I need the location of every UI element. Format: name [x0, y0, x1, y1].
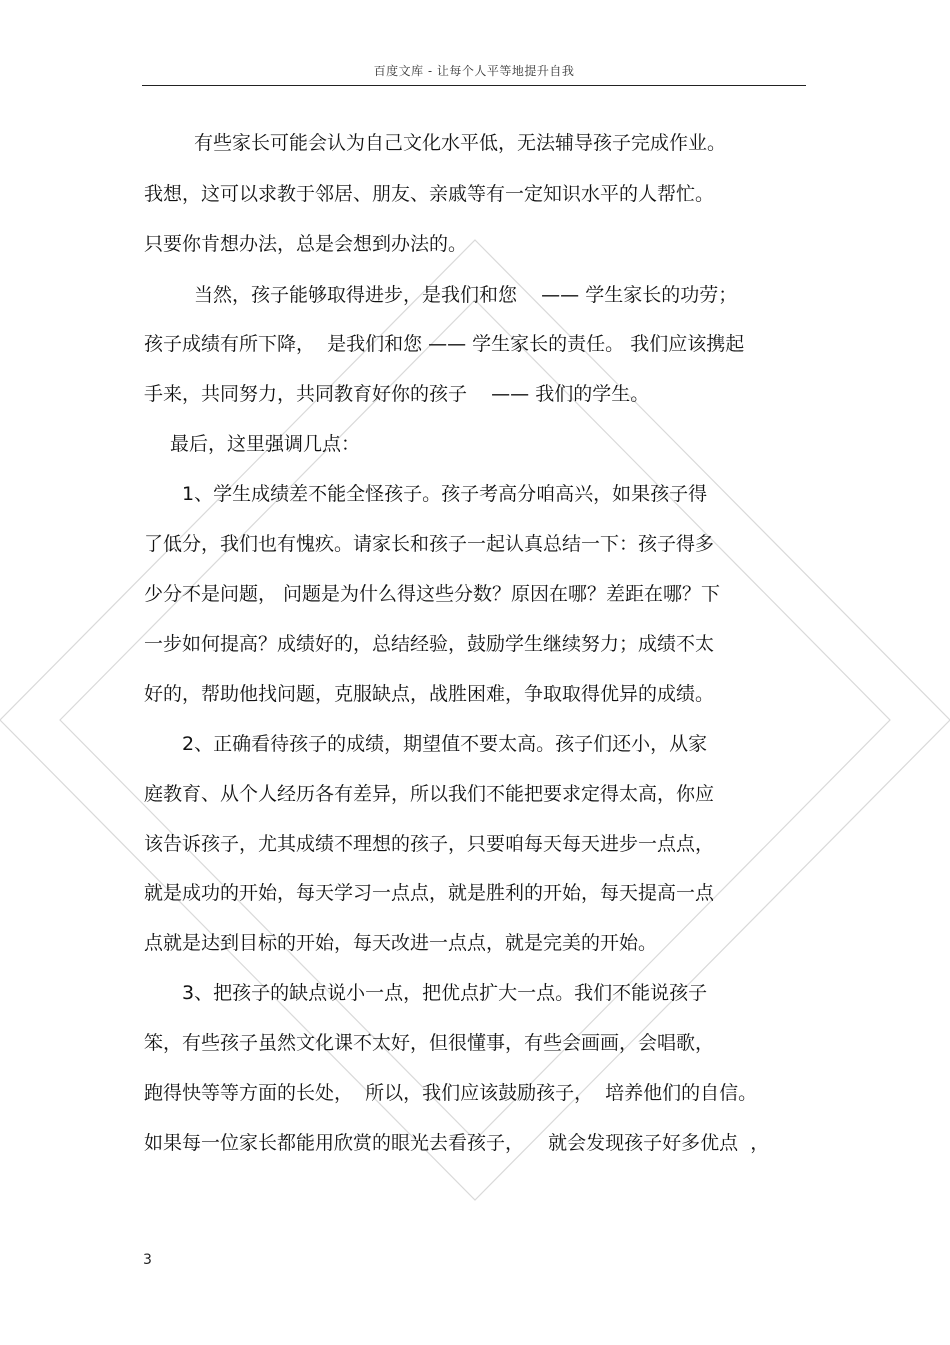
paragraph-line: 有些家长可能会认为自己文化水平低，无法辅导孩子完成作业。 [194, 132, 727, 154]
page-header: 百度文库 - 让每个人平等地提升自我 [373, 64, 575, 78]
page-number: 3 [143, 1252, 152, 1268]
paragraph-line: 手来，共同努力，共同教育好你的孩子 —— 我们的学生。 [144, 383, 650, 405]
paragraph-line: 2、正确看待孩子的成绩，期望值不要太高。孩子们还小，从家 [182, 733, 708, 755]
paragraph-line: 了低分，我们也有愧疚。请家长和孩子一起认真总结一下：孩子得多 [144, 533, 715, 555]
paragraph-line: 只要你肯想办法，总是会想到办法的。 [144, 233, 468, 255]
paragraph-line: 该告诉孩子，尤其成绩不理想的孩子，只要咱每天每天进步一点点， [144, 833, 715, 855]
paragraph-line: 好的，帮助他找问题，克服缺点，战胜困难，争取取得优异的成绩。 [144, 683, 715, 705]
paragraph-line: 笨，有些孩子虽然文化课不太好，但很懂事，有些会画画，会唱歌， [144, 1032, 715, 1054]
paragraph-line: 最后，这里强调几点： [170, 433, 361, 455]
paragraph-line: 孩子成绩有所下降， 是我们和您 —— 学生家长的责任。 我们应该携起 [144, 333, 745, 355]
paragraph-line: 跑得快等等方面的长处， 所以，我们应该鼓励孩子， 培养他们的自信。 [144, 1082, 758, 1104]
paragraph-line: 如果每一位家长都能用欣赏的眼光去看孩子， 就会发现孩子好多优点 ， [144, 1132, 770, 1154]
paragraph-line: 一步如何提高？成绩好的，总结经验，鼓励学生继续努力；成绩不太 [144, 633, 715, 655]
header-divider [142, 85, 806, 86]
paragraph-line: 当然，孩子能够取得进步，是我们和您 —— 学生家长的功劳； [194, 284, 738, 306]
paragraph-line: 少分不是问题， 问题是为什么得这些分数？原因在哪？差距在哪？下 [144, 583, 721, 605]
paragraph-line: 1、学生成绩差不能全怪孩子。孩子考高分咱高兴，如果孩子得 [182, 483, 708, 505]
paragraph-line: 我想，这可以求教于邻居、朋友、亲戚等有一定知识水平的人帮忙。 [144, 183, 715, 205]
paragraph-line: 3、把孩子的缺点说小一点，把优点扩大一点。我们不能说孩子 [182, 982, 708, 1004]
paragraph-line: 点就是达到目标的开始，每天改进一点点，就是完美的开始。 [144, 932, 658, 954]
paragraph-line: 就是成功的开始，每天学习一点点，就是胜利的开始，每天提高一点 [144, 882, 715, 904]
paragraph-line: 庭教育、从个人经历各有差异，所以我们不能把要求定得太高，你应 [144, 783, 715, 805]
